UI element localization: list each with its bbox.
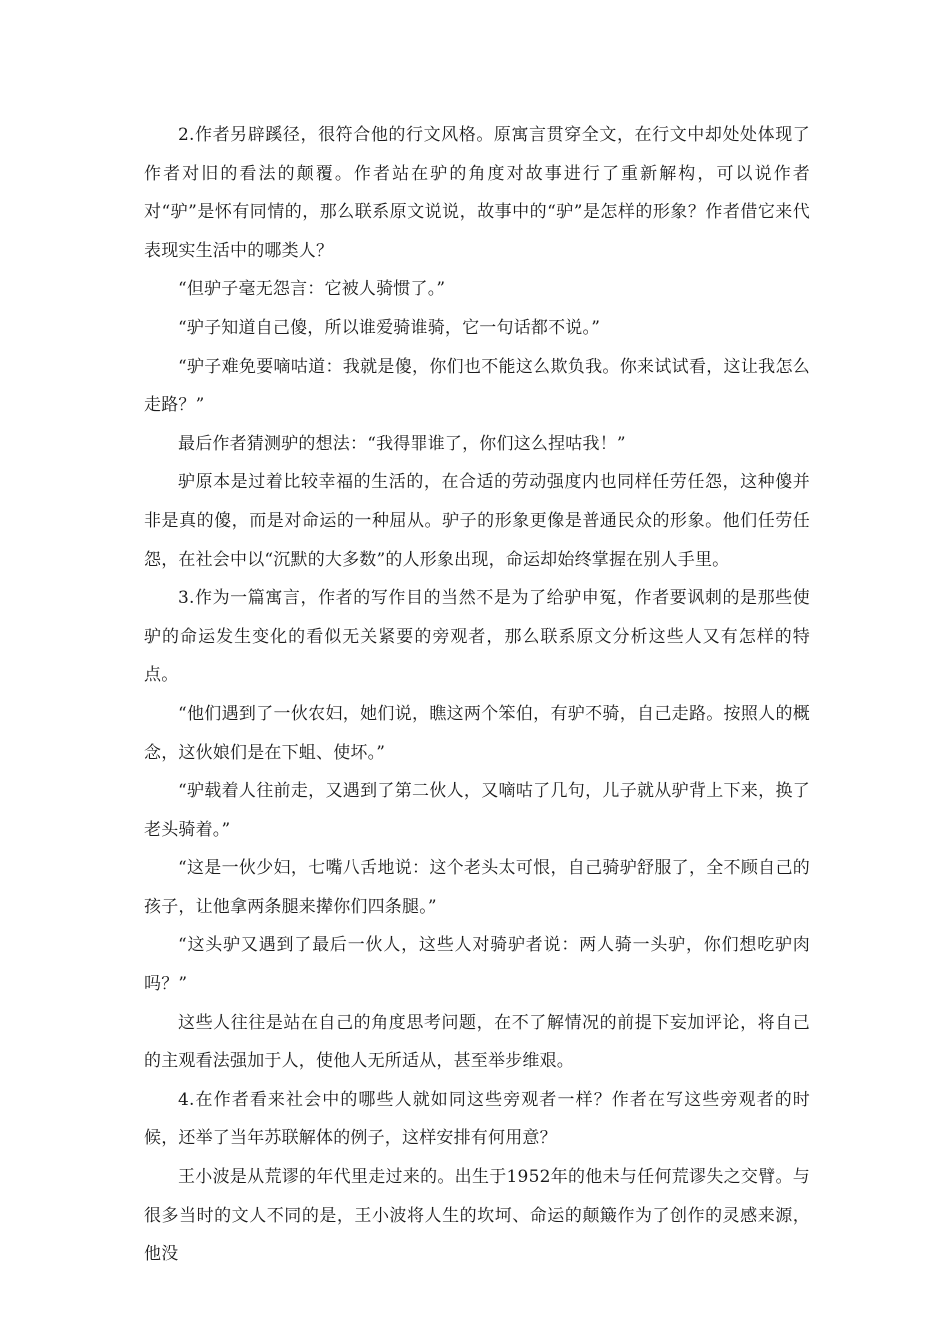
quote-paragraph: “驴子知道自己傻，所以谁爱骑谁骑，它一句话都不说。”	[178, 317, 601, 338]
document-body	[144, 116, 810, 1274]
question-3-paragraph: 3.作为一篇寓言，作者的写作目的当然不是为了给驴申冤，作者要讽刺的是那些使驴的命运发生变化的看似无关紧要的旁观者，那么联系原文分析这些人又有怎样的特点。	[144, 588, 810, 686]
quote-paragraph: “这是一伙少妇，七嘴八舌地说：这个老头太可恨，自己骑驴舒服了，全不顾自己的孩子，让他拿两条腿来撵你们四条腿。”	[144, 858, 810, 917]
quote-paragraph: “驴载着人往前走，又遇到了第二伙人，又嘀咕了几句，儿子就从驴背上下来，换了老头骑着。”	[144, 781, 810, 840]
question-2-paragraph: 2.作者另辟蹊径，很符合他的行文风格。原寓言贯穿全文，在行文中却处处体现了作者对旧的看法的颠覆。作者站在驴的角度对故事进行了重新解构，可以说作者对“驴”是怀有同情的，那么联系原文说说，故事中的“驴”是怎样的形象？作者借它来代表现实生活中的哪类人？	[144, 125, 810, 261]
answer-paragraph: 这些人往往是站在自己的角度思考问题，在不了解情况的前提下妄加评论，将自己的主观看法强加于人，使他人无所适从，甚至举步维艰。	[144, 1012, 810, 1072]
quote-paragraph: “驴子难免要嘀咕道：我就是傻，你们也不能这么欺负我。你来试试看，这让我怎么走路？”	[144, 356, 810, 416]
body-paragraph: 最后作者猜测驴的想法：“我得罪谁了，你们这么捏咕我！”	[178, 433, 626, 454]
quote-paragraph: “这头驴又遇到了最后一伙人，这些人对骑驴者说：两人骑一头驴，你们想吃驴肉吗？”	[144, 935, 810, 995]
body-paragraph: 王小波是从荒谬的年代里走过来的。出生于1952年的他未与任何荒谬失之交臂。与很多当时的文人不同的是，王小波将人生的坎坷、命运的颠簸作为了创作的灵感来源，他没	[144, 1167, 810, 1265]
quote-paragraph: “但驴子毫无怨言：它被人骑惯了。”	[178, 279, 446, 300]
answer-paragraph: 驴原本是过着比较幸福的生活的，在合适的劳动强度内也同样任劳任怨，这种傻并非是真的傻，而是对命运的一种屈从。驴子的形象更像是普通民众的形象。他们任劳任怨，在社会中以“沉默的大多数”的人形象出现，命运却始终掌握在别人手里。	[144, 472, 810, 570]
quote-paragraph: “他们遇到了一伙农妇，她们说，瞧这两个笨伯，有驴不骑，自己走路。按照人的概念，这伙娘们是在下蛆、使坏。”	[144, 703, 810, 763]
question-4-paragraph: 4.在作者看来社会中的哪些人就如同这些旁观者一样？作者在写这些旁观者的时候，还举了当年苏联解体的例子，这样安排有何用意？	[144, 1089, 810, 1149]
